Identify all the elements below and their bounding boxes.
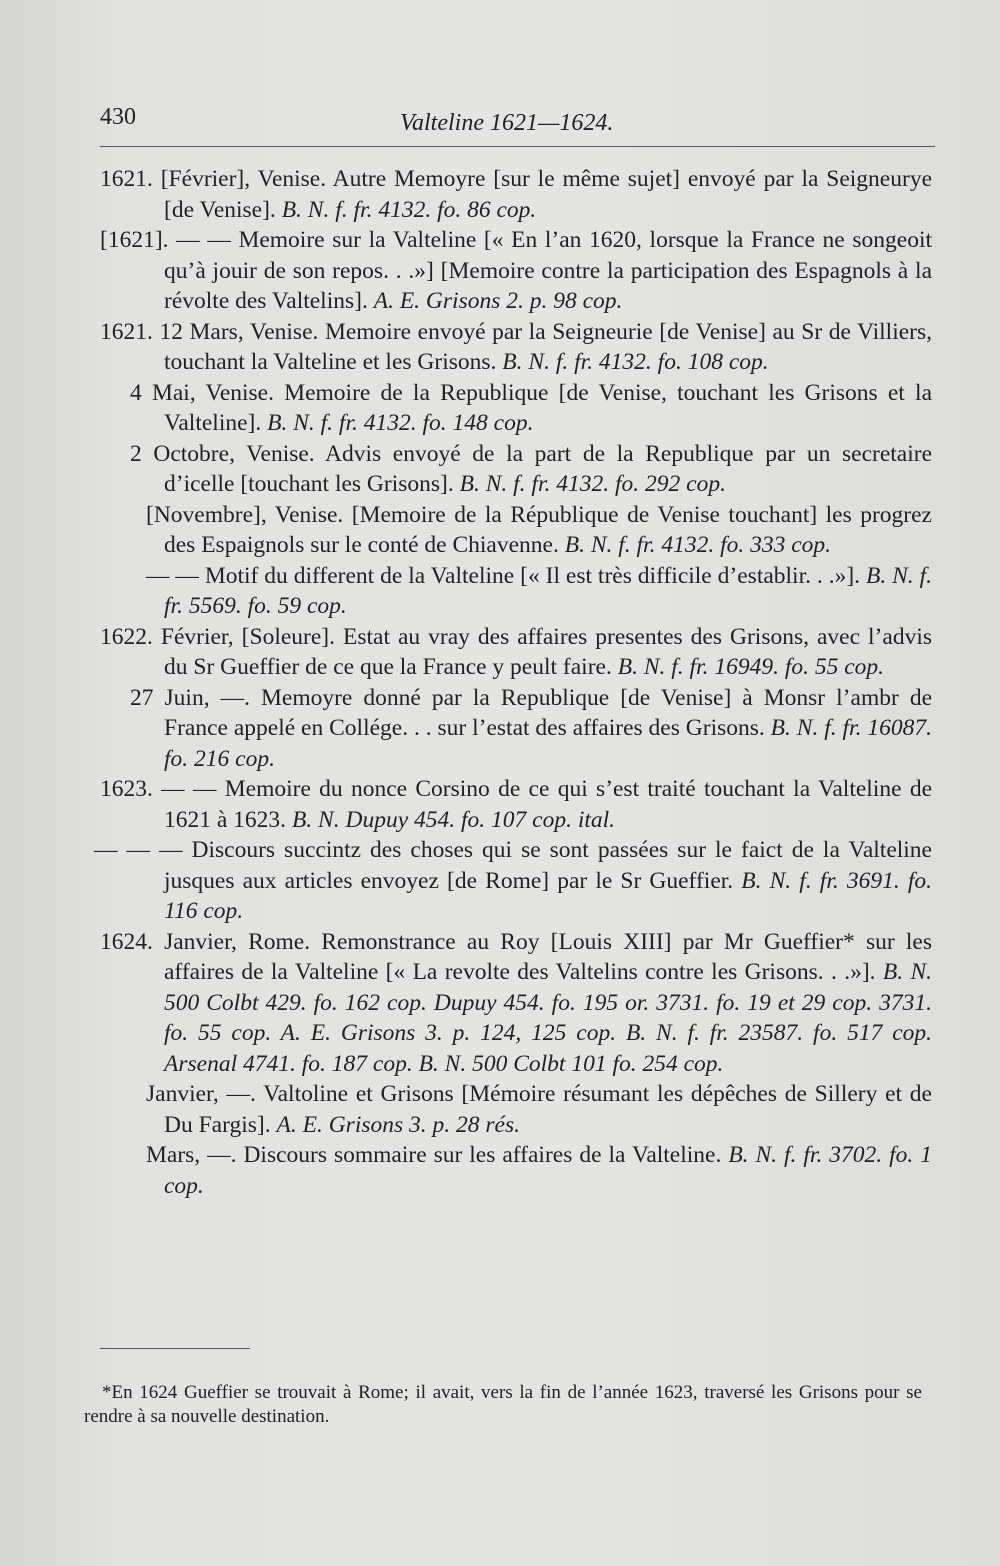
entry-reference: B. N. f. fr. 16949. fo. 55 cop. <box>617 654 885 680</box>
list-item <box>100 439 932 500</box>
entry-date: 1621. <box>100 166 153 192</box>
footnote: *En 1624 Gueffier se trouvait à Rome; il avait, vers la fin de l’année 1623, traversé les Grisons pour se rendre à sa nouvelle destination. <box>84 1382 922 1427</box>
entry-text: — — Motif du different de la Valteline [« Il est très difficile d’establir. . .»]. <box>146 562 861 589</box>
list-item <box>100 164 932 225</box>
list-item <box>100 225 932 317</box>
entry-date: 1622. <box>100 623 153 650</box>
entry-reference: B. N. f. fr. 16087. fo. 216 cop. <box>164 715 932 772</box>
entry-text: — — Memoire sur la Valteline [« En l’an 1620, lorsque la France ne songeoit qu’à jouir de son repos. . .»] [Memoire contre la participation des Espagnols à la révolte des Valtelins]. <box>164 227 932 314</box>
list-item <box>100 1140 932 1201</box>
entry-text: 2 Octobre, Venise. Advis envoyé de la part de la Republique par un secretaire d’icelle [touchant les Grisons]. <box>130 440 932 497</box>
entry-reference: B. N. Dupuy 454. fo. 107 cop. ital. <box>291 806 616 833</box>
list-item <box>100 1079 932 1140</box>
list-item <box>94 835 933 927</box>
entry-reference: B. N. f. fr. 3691. fo. 116 cop. <box>164 867 933 924</box>
entry-text: — — — Discours succintz des choses qui se sont passées sur le faict de la Valteline jusques aux articles envoyez [de Rome] par le Sr Gueffier. <box>94 837 932 894</box>
entry-reference: B. N. f. fr. 4132. fo. 86 cop. <box>281 196 537 223</box>
list-item <box>100 927 932 1080</box>
list-item <box>100 500 932 561</box>
entry-list <box>94 164 933 1201</box>
page-header <box>100 100 935 140</box>
header-rule <box>100 146 935 147</box>
entry-reference: B. N. f. fr. 4132. fo. 292 cop. <box>459 471 726 497</box>
entry-reference: B. N. f. fr. 4132. fo. 333 cop. <box>564 532 832 558</box>
entry-text: 27 Juin, —. Memoyre donné par la Republique [de Venise] à Monsr l’ambr de France appelé en Collége. . . sur l’estat des affaires des Grisons. <box>130 684 932 741</box>
list-item <box>100 683 932 775</box>
entry-text: — — Memoire du nonce Corsino de ce qui s’est traité touchant la Valteline de 1621 à 1623. <box>161 776 932 833</box>
entry-reference: B. N. f. fr. 4132. fo. 148 cop. <box>267 410 534 436</box>
entry-date: 1621. <box>100 318 153 345</box>
entry-reference: B. N. f. fr. 3702. fo. 1 cop. <box>164 1142 932 1199</box>
list-item <box>100 774 932 835</box>
entry-text: [Novembre], Venise. [Memoire de la République de Venise touchant] les progrez des Espaignols sur le conté de Chiavenne. <box>146 501 932 558</box>
entry-text: Janvier, —. Valtoline et Grisons [Mémoire résumant les dépêches de Sillery et de Du Fargis]. <box>146 1081 932 1138</box>
entry-text: Février, [Soleure]. Estat au vray des affaires presentes des Grisons, avec l’advis du Sr Gueffier de ce que la France y peult faire. <box>160 623 932 680</box>
entry-reference: B. N. f. fr. 5569. fo. 59 cop. <box>164 562 933 619</box>
entry-date: 1624. <box>100 928 153 955</box>
entry-reference: B. N. f. fr. 4132. fo. 108 cop. <box>502 349 769 375</box>
list-item <box>100 317 932 378</box>
list-item <box>100 378 932 439</box>
entry-text: Janvier, Rome. Remonstrance au Roy [Louis XIII] par Mr Gueffier* sur les affaires de la Valteline [« La revolte des Valtelins contre les Grisons. . .»]. <box>164 928 932 985</box>
entry-reference: A. E. Grisons 2. p. 98 cop. <box>373 288 623 314</box>
list-item <box>100 561 932 622</box>
footnote-rule <box>100 1348 250 1349</box>
entry-reference: A. E. Grisons 3. p. 28 rés. <box>276 1111 520 1138</box>
entry-reference: B. N. 500 Colbt 429. fo. 162 cop. Dupuy 454. fo. 195 or. 3731. fo. 19 et 29 cop. 3731. fo. 55 cop. A. E. Grisons 3. p. 124, 125 cop. B. N. f. fr. 23587. fo. 517 cop. Arsenal 4741. fo. 187 cop. B. N. 500 Colbt 101 fo. 254 cop. <box>164 959 933 1077</box>
entry-text: 12 Mars, Venise. Memoire envoyé par la Seigneurie [de Venise] au Sr de Villiers, touchant la Valteline et les Grisons. <box>159 318 933 375</box>
running-title: Valteline 1621—1624. <box>400 110 614 136</box>
entry-date: 1623. <box>100 776 153 802</box>
entry-date: [1621]. <box>100 227 169 253</box>
list-item <box>100 622 932 683</box>
entry-text: 4 Mai, Venise. Memoire de la Republique [de Venise, touchant les Grisons et la Valteline]. <box>130 379 932 436</box>
entry-text: Mars, —. Discours sommaire sur les affaires de la Valteline. <box>146 1142 722 1168</box>
page-number: 430 <box>100 104 136 130</box>
entry-text: [Février], Venise. Autre Memoyre [sur le même sujet] envoyé par la Seigneurye [de Venise]. <box>160 166 932 223</box>
